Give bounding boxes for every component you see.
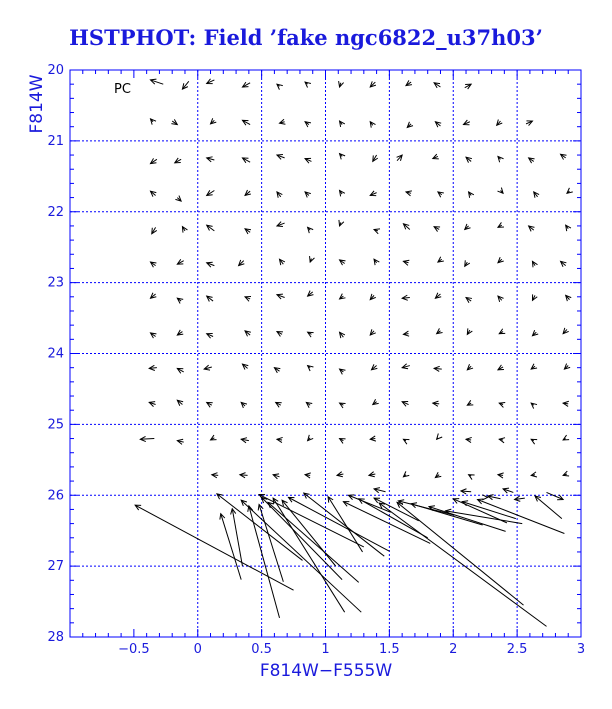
vector-arrow (277, 84, 283, 89)
vector-arrow (305, 473, 311, 478)
vector-arrow (305, 158, 311, 163)
vector-arrow (211, 118, 217, 124)
vector-arrow (268, 502, 359, 582)
vector-arrow (397, 155, 403, 161)
vector-arrow (340, 121, 345, 127)
vector-arrow (207, 296, 213, 301)
vector-arrow (339, 81, 344, 87)
vector-arrow (469, 475, 475, 480)
vector-arrow (532, 294, 537, 300)
vector-arrow (242, 364, 248, 369)
y-axis-label: F814W (27, 74, 47, 134)
vector-arrow (466, 298, 472, 303)
x-tick-label: 2 (449, 642, 458, 657)
vector-arrow (277, 332, 283, 337)
vector-arrow (526, 121, 532, 126)
vector-arrow (465, 84, 471, 89)
y-tick-label: 21 (47, 133, 64, 149)
vector-arrow (467, 364, 473, 370)
vector-arrow (373, 155, 378, 161)
vector-arrow (242, 120, 250, 125)
vector-arrow (248, 506, 280, 618)
vector-arrow (379, 503, 546, 626)
vector-arrow (171, 119, 177, 124)
vector-arrow (177, 330, 183, 335)
vector-arrow (135, 505, 293, 590)
vector-arrow (308, 332, 314, 337)
vector-arrow (435, 472, 441, 477)
vector-arrow (207, 79, 215, 84)
vector-arrow (149, 365, 157, 370)
vector-arrow (503, 488, 513, 493)
vector-arrow (498, 156, 504, 162)
vector-arrow (403, 331, 409, 336)
vector-arrow (370, 436, 376, 441)
vector-arrow (340, 260, 346, 265)
vector-arrow (340, 403, 346, 408)
vector-arrow (411, 503, 483, 525)
vector-arrow (245, 229, 251, 234)
vector-arrow (466, 437, 472, 442)
vector-arrow (563, 401, 569, 406)
x-tick-label: 0.5 (251, 642, 272, 657)
vector-arrow (438, 192, 444, 197)
vector-arrow (529, 226, 535, 231)
vector-arrow (438, 257, 444, 262)
vector-arrow (343, 502, 430, 544)
vector-arrow (498, 188, 504, 194)
x-tick-labels (118, 642, 585, 657)
vector-arrow (152, 227, 157, 233)
panel-label: PC (114, 82, 131, 97)
vector-arrow (446, 509, 523, 523)
vector-arrow (150, 293, 156, 298)
vector-arrow (407, 122, 413, 128)
vector-arrow (437, 433, 443, 439)
vector-arrow (434, 83, 440, 88)
vector-arrows (135, 79, 573, 627)
vector-arrow (370, 122, 375, 128)
y-tick-label: 24 (47, 346, 64, 362)
x-tick-label: 2.5 (506, 642, 528, 657)
vector-arrow (240, 473, 248, 478)
vector-arrow (242, 158, 250, 163)
y-tick-label: 28 (47, 630, 64, 645)
x-tick-label: 1 (321, 642, 330, 657)
vector-arrow (340, 369, 346, 374)
vector-arrow (563, 328, 569, 334)
vector-arrow (175, 158, 181, 163)
vector-arrow (337, 472, 343, 477)
vector-arrow (547, 492, 564, 499)
vector-arrow (149, 402, 155, 407)
y-tick-label: 27 (47, 559, 64, 575)
x-tick-label: 1.5 (379, 642, 400, 657)
vector-arrow (466, 157, 472, 162)
vector-arrow (529, 158, 535, 163)
vector-arrow (308, 435, 314, 441)
vector-arrow (340, 294, 346, 299)
vector-arrow (433, 401, 439, 406)
vector-arrow (241, 500, 361, 612)
vector-arrow (498, 473, 504, 478)
vector-arrow (561, 261, 567, 266)
y-tick-label: 23 (47, 275, 64, 291)
vector-arrow (370, 294, 376, 300)
vector-arrow (211, 435, 217, 440)
vector-arrow (498, 296, 504, 302)
x-axis-label: F814W−F555W (259, 661, 393, 681)
vector-arrow (498, 365, 504, 370)
vector-arrow (462, 501, 516, 519)
vector-arrow (467, 328, 472, 334)
vector-arrow (177, 259, 183, 264)
vector-arrow (207, 333, 213, 338)
vector-arrow (339, 220, 344, 226)
vector-arrow (435, 293, 441, 298)
vector-arrow (177, 298, 183, 303)
vector-arrow (465, 224, 471, 230)
vector-arrow (177, 439, 183, 444)
vector-arrow (566, 225, 571, 231)
x-tick-label: 0 (193, 642, 202, 657)
vector-arrow (532, 330, 538, 336)
vector-arrow (499, 403, 505, 408)
vector-arrow (499, 438, 505, 443)
vector-arrow (531, 364, 537, 369)
vector-arrow (461, 489, 471, 494)
vector-arrow (150, 79, 163, 84)
vector-arrow (277, 294, 285, 299)
vector-arrow (150, 333, 156, 338)
vector-arrow (403, 439, 409, 444)
vector-arrow (277, 222, 285, 227)
y-tick-label: 22 (47, 204, 64, 220)
vector-arrow (370, 81, 376, 87)
vector-arrow (369, 472, 375, 477)
vector-arrow (370, 329, 376, 335)
vector-arrow (515, 496, 525, 501)
vector-arrow (150, 191, 156, 196)
vector-arrow (374, 488, 385, 493)
vector-arrow (239, 260, 245, 266)
vector-arrow (177, 368, 183, 373)
vector-arrow (280, 119, 286, 124)
x-tick-label: −0.5 (118, 642, 150, 657)
vector-arrow (534, 192, 539, 198)
vector-arrow (374, 229, 380, 234)
vector-arrow (478, 499, 565, 533)
vector-arrow (497, 120, 503, 126)
vector-arrow (397, 502, 523, 605)
vector-arrow (150, 262, 156, 267)
vector-arrow (273, 498, 345, 612)
vector-arrow (340, 332, 345, 338)
vector-arrow (566, 295, 572, 301)
vector-arrow (175, 196, 181, 202)
vector-arrow (182, 227, 187, 233)
vector-arrow (150, 119, 156, 125)
vector-arrow (207, 262, 215, 267)
y-tick-label: 25 (47, 417, 64, 433)
vector-arrow (532, 261, 537, 267)
vector-arrow (402, 402, 408, 407)
vector-arrow (245, 190, 251, 195)
vector-arrow (207, 402, 213, 407)
vector-arrow (310, 256, 315, 262)
vector-arrow (561, 154, 567, 159)
y-tick-labels (47, 63, 64, 645)
vector-arrow (241, 402, 247, 408)
vector-arrow (370, 191, 376, 196)
vector-arrow (563, 435, 569, 440)
vector-arrow (277, 437, 283, 442)
vector-arrow (277, 154, 285, 159)
vector-arrow (150, 158, 156, 163)
vector-arrow (398, 500, 454, 515)
x-tick-label: 3 (576, 642, 586, 657)
vector-arrow (402, 295, 410, 300)
vector-arrow (434, 227, 440, 232)
vector-arrow (567, 188, 573, 193)
vector-arrow (433, 154, 439, 159)
vector-arrow (217, 494, 303, 561)
vector-arrow (498, 222, 504, 227)
vector-arrow (274, 368, 280, 373)
vector-arrow (373, 399, 379, 404)
y-tick-label: 20 (47, 63, 64, 78)
vector-arrow (273, 474, 279, 479)
vector-arrow (305, 192, 311, 198)
vector-arrow (207, 225, 215, 231)
grid-lines (70, 70, 581, 637)
vector-arrow (371, 364, 377, 369)
vector-arrow (531, 472, 537, 477)
vector-arrow (308, 227, 314, 233)
vector-arrow (403, 260, 409, 265)
vector-arrow (220, 514, 241, 580)
vector-arrow (406, 191, 412, 196)
vector-arrow (437, 328, 443, 333)
vector-arrow (306, 402, 312, 407)
vector-arrow (282, 500, 336, 566)
vector-arrow (435, 122, 441, 127)
vector-arrow (469, 192, 474, 198)
vector-arrow (242, 82, 250, 87)
vector-arrow (241, 438, 249, 443)
vector-arrow (434, 366, 442, 371)
vector-arrow (245, 331, 251, 336)
vector-arrow (499, 329, 505, 334)
vector-arrow (245, 296, 251, 301)
vector-arrow (465, 260, 470, 266)
vector-arrow (308, 291, 314, 296)
vector-arrow (563, 471, 569, 476)
vector-arrow (305, 82, 311, 87)
vector-arrow (277, 192, 282, 198)
vector-arrow (280, 259, 285, 265)
vector-arrow (531, 439, 537, 444)
vector-arrow (182, 81, 188, 89)
vector-arrow (207, 190, 215, 195)
vector-arrow (403, 224, 409, 230)
y-tick-label: 26 (47, 488, 64, 504)
vector-arrow (308, 366, 314, 371)
vector-arrow (340, 439, 346, 444)
vector-arrow (177, 400, 183, 405)
vector-arrow (403, 471, 409, 476)
vector-arrow (402, 364, 410, 369)
vector-arrow (564, 364, 570, 370)
chart-title: HSTPHOT: Field ’fake ngc6822_u37h03’ (69, 25, 543, 50)
vector-arrow (531, 403, 537, 408)
vector-arrow (212, 473, 218, 478)
vector-arrow (305, 122, 311, 127)
vector-arrow (204, 365, 212, 370)
vector-arrow (467, 400, 473, 405)
vector-arrow (463, 120, 469, 125)
vector-arrow (340, 190, 345, 196)
vector-arrow (374, 259, 379, 265)
vector-arrow (340, 154, 346, 160)
vector-arrow (406, 80, 412, 85)
vector-arrow (140, 436, 154, 441)
vector-arrow (207, 157, 215, 162)
vector-arrow (276, 402, 282, 407)
vector-arrow (498, 257, 504, 263)
vector-arrow (374, 498, 419, 521)
